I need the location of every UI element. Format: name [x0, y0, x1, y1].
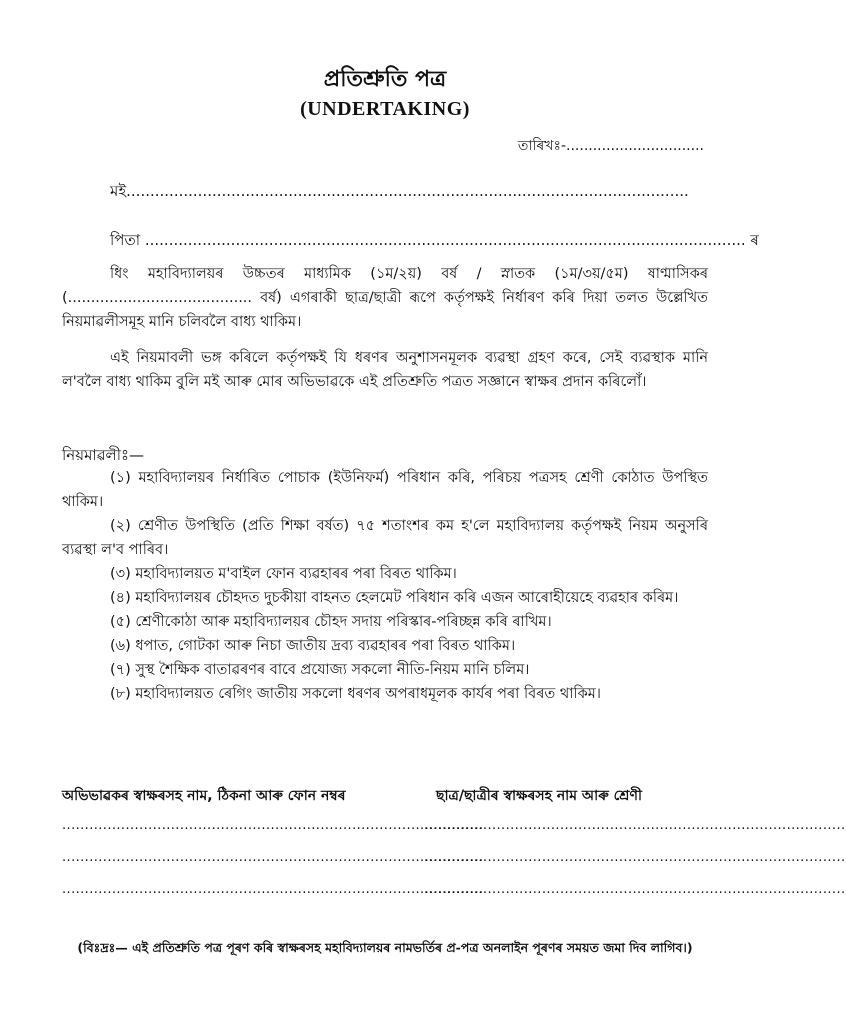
- guardian-signature-line[interactable]: .............................................................................................: [62, 882, 484, 897]
- date-blank: ...............................: [566, 138, 704, 154]
- date-field[interactable]: [518, 134, 704, 158]
- rule-item: (৮) মহাবিদ্যালয়ত ৰেগিং জাতীয় সকলো ধৰণৰ অপৰাধমূলক কাৰ্যৰ পৰা বিৰত থাকিম।: [110, 686, 601, 702]
- guardian-signature-line[interactable]: .............................................................................................: [62, 818, 484, 833]
- rule-item: (৬) ধপাত, গোটকা আৰু নিচা জাতীয় দ্ৰব্য ব্যৱহাৰৰ পৰা বিৰত থাকিম।: [110, 638, 516, 654]
- rule-item: (৫) শ্ৰেণীকোঠা আৰু মহাবিদ্যালয়ৰ চৌহদ সদায় পৰিস্কাৰ-পৰিচ্ছন্ন কৰি ৰাখিম।: [110, 614, 552, 630]
- name-field[interactable]: [110, 180, 689, 205]
- father-field[interactable]: [110, 229, 759, 254]
- declaration-paragraph-1: ধিং মহাবিদ্যালয়ৰ উচ্চতৰ মাধ্যমিক (১ম/২য়) বৰ্ষ / স্নাতক (১ম/৩য়/৫ম) ষাণ্মাসিকৰ (........................................ বৰ্ষ) এগৰাকী ছাত্ৰ/ছাত্ৰী ৰূপে কৰ্তৃপক্ষই নিৰ্ধাৰণ কৰি দিয়া তলত উল্লেখিত নিয়মাৱলীসমূহ মানি চলিবলৈ বাধ্য থাকিম।: [62, 266, 708, 330]
- student-signature-line[interactable]: .............................................................................................: [424, 818, 846, 833]
- student-signature-line[interactable]: .............................................................................................: [424, 882, 846, 897]
- rule-item: (১) মহাবিদ্যালয়ৰ নিৰ্ধাৰিত পোচাক (ইউনিফৰ্ম) পৰিধান কৰি, পৰিচয় পত্ৰসহ শ্ৰেণী কোঠাত উপস্থিত থাকিম।: [62, 470, 708, 510]
- guardian-signature-heading: অভিভাৱকৰ স্বাক্ষৰসহ নাম, ঠিকনা আৰু ফোন নম্বৰ: [62, 788, 346, 804]
- form-subtitle: (UNDERTAKING): [300, 98, 470, 120]
- father-label: পিতা: [110, 231, 141, 249]
- rules-heading: নিয়মাৱলীঃ—: [62, 446, 145, 464]
- guardian-signature-line[interactable]: .............................................................................................: [62, 850, 484, 865]
- rule-item: (৩) মহাবিদ্যালয়ত ম'বাইল ফোন ব্যৱহাৰৰ পৰা বিৰত থাকিম।: [110, 566, 457, 582]
- date-label: তাৰিখঃ-: [517, 138, 567, 154]
- father-blank: ..............................................................................................................................: [144, 231, 746, 249]
- name-label: মই: [110, 182, 127, 200]
- declaration-paragraph-2: এই নিয়মাবলী ভঙ্গ কৰিলে কৰ্তৃপক্ষই যি ধৰণৰ অনুশাসনমূলক ব্যৱস্থা গ্ৰহণ কৰে, সেই ব্যৱস্থাক মানি ল'বলৈ বাধ্য থাকিম বুলি মই আৰু মোৰ অভিভাৱকে এই প্ৰতিশ্ৰুতি পত্ৰত সজ্ঞানে স্বাক্ষৰ প্ৰদান কৰিলোঁ।: [62, 350, 708, 390]
- student-signature-heading: ছাত্ৰ/ছাত্ৰীৰ স্বাক্ষৰসহ নাম আৰু শ্ৰেণী: [436, 788, 642, 804]
- student-signature-line[interactable]: .............................................................................................: [424, 850, 846, 865]
- rules-list: [62, 466, 708, 706]
- rule-item: (৪) মহাবিদ্যালয়ৰ চৌহদত দুচকীয়া বাহনত হেলমেট পৰিধান কৰি এজন আৰোহীয়েহে ব্যৱহাৰ কৰিম।: [110, 590, 679, 606]
- name-blank: ......................................................................................................................: [126, 182, 689, 200]
- father-suffix: ৰ: [750, 231, 759, 249]
- footer-note: (বিঃদ্ৰঃ— এই প্ৰতিশ্ৰুতি পত্ৰ পূৰণ কৰি স্বাক্ষৰসহ মহাবিদ্যালয়ৰ নামভৰ্তিৰ প্ৰ-পত্ৰ অনলাইন পূৰণৰ সময়ত জমা দিব লাগিব।): [77, 940, 693, 955]
- form-title: প্ৰতিশ্ৰুতি পত্ৰ: [323, 67, 447, 92]
- rule-item: (৭) সুস্থ শৈক্ষিক বাতাৱৰণৰ বাবে প্ৰযোজ্য সকলো নীতি-নিয়ম মানি চলিম।: [110, 662, 530, 678]
- rule-item: (২) শ্ৰেণীত উপস্থিতি (প্ৰতি শিক্ষা বৰ্ষত) ৭৫ শতাংশৰ কম হ'লে মহাবিদ্যালয় কৰ্তৃপক্ষই নিয়ম অনুসৰি ব্যৱস্থা ল'ব পাৰিব।: [62, 518, 708, 558]
